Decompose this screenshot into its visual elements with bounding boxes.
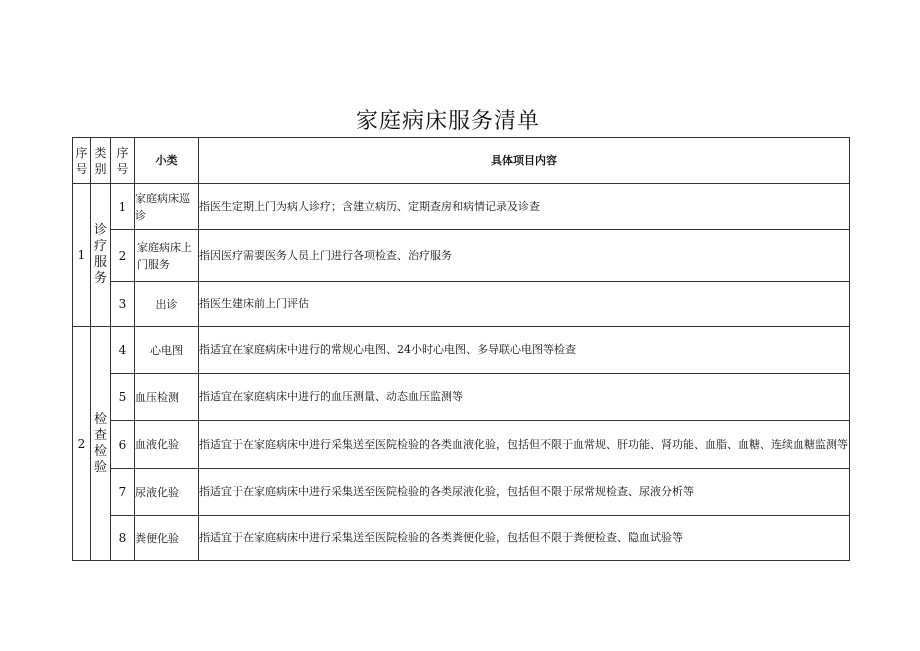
header-detail: 具体项目内容 — [199, 138, 850, 184]
item-detail: 指适宜于在家庭病床中进行采集送至医院检验的各类尿液化验，包括但不限于尿常规检查、尿液分析等 — [199, 469, 850, 516]
item-subcategory: 出诊 — [135, 282, 199, 327]
table-header-row — [73, 138, 850, 184]
item-number: 8 — [111, 516, 135, 561]
item-detail: 指医生建床前上门评估 — [199, 282, 850, 327]
table-row — [73, 282, 850, 327]
item-detail: 指因医疗需要医务人员上门进行各项检查、治疗服务 — [199, 230, 850, 282]
service-table — [72, 137, 850, 561]
header-category: 类别 — [91, 138, 111, 184]
header-subcategory: 小类 — [135, 138, 199, 184]
item-subcategory: 家庭病床上门服务 — [135, 230, 199, 282]
table-row — [73, 327, 850, 374]
item-number: 2 — [111, 230, 135, 282]
header-index: 序号 — [73, 138, 91, 184]
item-number: 4 — [111, 327, 135, 374]
item-number: 5 — [111, 374, 135, 421]
item-detail: 指适宜在家庭病床中进行的血压测量、动态血压监测等 — [199, 374, 850, 421]
table-row — [73, 184, 850, 230]
group-category: 检查检验 — [91, 327, 111, 561]
item-subcategory: 血压检测 — [135, 374, 199, 421]
table-row — [73, 374, 850, 421]
item-subcategory: 家庭病床巡诊 — [135, 184, 199, 230]
item-number: 6 — [111, 421, 135, 469]
group-index: 2 — [73, 327, 91, 561]
header-number: 序号 — [111, 138, 135, 184]
item-number: 3 — [111, 282, 135, 327]
item-detail: 指医生定期上门为病人诊疗；含建立病历、定期查房和病情记录及诊查 — [199, 184, 850, 230]
item-detail: 指适宜在家庭病床中进行的常规心电图、24小时心电图、多导联心电图等检查 — [199, 327, 850, 374]
page-title: 家庭病床服务清单 — [355, 109, 540, 134]
item-detail: 指适宜于在家庭病床中进行采集送至医院检验的各类粪便化验，包括但不限于粪便检查、隐血试验等 — [199, 516, 850, 561]
group-category: 诊疗服务 — [91, 184, 111, 327]
item-subcategory: 尿液化验 — [135, 469, 199, 516]
item-number: 7 — [111, 469, 135, 516]
table-row — [73, 469, 850, 516]
group-index: 1 — [73, 184, 91, 327]
table-row — [73, 230, 850, 282]
table-row — [73, 516, 850, 561]
item-subcategory: 粪便化验 — [135, 516, 199, 561]
item-detail: 指适宜于在家庭病床中进行采集送至医院检验的各类血液化验，包括但不限于血常规、肝功能、肾功能、血脂、血糖、连续血糖监测等 — [199, 421, 850, 469]
item-subcategory: 心电图 — [135, 327, 199, 374]
item-number: 1 — [111, 184, 135, 230]
item-subcategory: 血液化验 — [135, 421, 199, 469]
table-row — [73, 421, 850, 469]
